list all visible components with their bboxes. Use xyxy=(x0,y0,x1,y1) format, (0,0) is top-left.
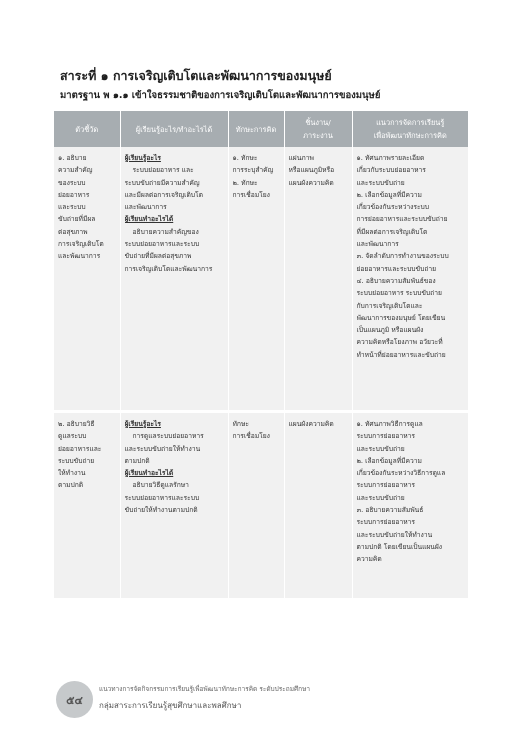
cell-line: ระบบการย่อยอาหาร xyxy=(356,432,415,441)
cell-line: ๒. อธิบายวิธี xyxy=(58,420,95,428)
thinking-cell xyxy=(228,147,284,412)
cell-line: ตามปกติ xyxy=(58,481,84,490)
cell-line: และพัฒนาการ xyxy=(58,252,101,261)
cell-line: ๑. ทัศนภาพวิธีการดูแล xyxy=(356,420,423,428)
cell-line: ย่อยอาหารและ xyxy=(58,444,102,453)
cell-line: และระบบขับถ่าย xyxy=(356,178,405,187)
curriculum-table xyxy=(54,111,468,598)
cell-line: และระบบขับถ่าย xyxy=(356,493,405,502)
cell-line: และพัฒนาการ xyxy=(356,240,399,249)
section-heading: ผู้เรียนทำอะไรได้ xyxy=(124,215,174,224)
cell-line: ๓. จัดลำดับการทำงานของระบบ xyxy=(356,252,449,261)
cell-line: แผนผังความคิด xyxy=(288,420,334,428)
page-title: สาระที่ ๑ การเจริญเติบโตและพัฒนาการของมนุษย์ xyxy=(60,68,332,83)
thinking-cell xyxy=(228,412,284,599)
table-header-row xyxy=(54,111,468,147)
header-work-line: ชิ้นงาน/ xyxy=(305,118,331,127)
table-row xyxy=(54,147,468,412)
cell-line: ๑. ทักษะ xyxy=(232,154,258,162)
cell-line: อธิบายวิธีดูแลรักษา xyxy=(132,481,189,490)
cell-line: และระบบขับถ่าย xyxy=(356,444,405,453)
header-work xyxy=(284,111,352,147)
cell-line: ย่อยอาหาร xyxy=(58,190,90,199)
cell-line: การเจริญเติบโต xyxy=(58,240,104,249)
cell-line: ตามปกติ xyxy=(124,456,150,465)
cell-line: และพัฒนาการ xyxy=(124,203,167,212)
header-guide-line: เพื่อพัฒนาทักษะการคิด xyxy=(373,131,447,140)
guide-cell xyxy=(352,147,468,412)
page-number-badge: ๕๔ xyxy=(56,681,93,718)
cell-line: เกี่ยวกับระบบย่อยอาหาร xyxy=(356,166,426,175)
cell-line: แผ่นภาพ xyxy=(288,154,314,162)
cell-line: ระบบการย่อยอาหาร xyxy=(356,518,415,527)
cell-line: ขับถ่ายที่มีผลต่อสุขภาพ xyxy=(124,252,192,261)
section-heading: ผู้เรียนรู้อะไร xyxy=(124,154,161,162)
cell-line: ระบบย่อยอาหาร ระบบขับถ่าย xyxy=(356,289,442,298)
cell-line: ๒. เลือกข้อมูลที่มีความ xyxy=(356,190,422,199)
cell-line: และระบบ xyxy=(58,203,86,212)
footer-subject: กลุ่มสาระการเรียนรู้สุขศึกษาและพลศึกษา xyxy=(99,701,242,710)
cell-line: ที่มีผลต่อการเจริญเติบโต xyxy=(356,227,428,236)
cell-line: ต่อสุขภาพ xyxy=(58,227,88,236)
cell-line: ระบบขับถ่ายมีความสำคัญ xyxy=(124,178,200,187)
header-indicator: ตัวชี้วัด xyxy=(54,111,120,147)
header-learner: ผู้เรียนรู้อะไร/ทำอะไรได้ xyxy=(120,111,228,147)
cell-line: ของระบบ xyxy=(58,178,86,187)
cell-line: ให้ทำงาน xyxy=(58,469,86,478)
cell-line: ๒. ทักษะ xyxy=(232,178,258,187)
cell-line: ระบบย่อยอาหารและระบบ xyxy=(124,240,200,249)
cell-line: ทำหน้าที่ย่อยอาหารและขับถ่าย xyxy=(356,350,446,359)
header-work-line: ภาระงาน xyxy=(303,131,333,140)
cell-line: และระบบขับถ่ายให้ทำงาน xyxy=(356,530,433,539)
cell-line: ระบบย่อยอาหาร และ xyxy=(132,166,194,175)
cell-line: ๑. ทัศนภาพรายละเอียด xyxy=(356,154,425,162)
cell-line: พัฒนาการของมนุษย์ โดยเขียน xyxy=(356,313,446,322)
guide-cell xyxy=(352,412,468,599)
cell-line: เกี่ยวข้องกันระหว่างวิธีการดูแล xyxy=(356,469,446,478)
cell-line: ดูแลระบบ xyxy=(58,432,87,441)
cell-line: ๔. อธิบายความสัมพันธ์ของ xyxy=(356,276,436,285)
cell-line: การดูแลระบบย่อยอาหาร xyxy=(132,432,204,441)
indicator-cell xyxy=(54,147,120,412)
learner-cell xyxy=(120,147,228,412)
footer-book-title: แนวทางการจัดกิจกรรมการเรียนรู้เพื่อพัฒนาทักษะการคิด ระดับประถมศึกษา xyxy=(99,685,310,693)
header-thinking: ทักษะการคิด xyxy=(228,111,284,147)
cell-line: การเชื่อมโยง xyxy=(232,432,270,441)
cell-line: ความคิด xyxy=(356,555,382,564)
standard-subtitle: มาตรฐาน พ ๑.๑ เข้าใจธรรมชาติของการเจริญเติบโตและพัฒนาการของมนุษย์ xyxy=(60,90,381,101)
cell-line: หรือแผนภูมิหรือ xyxy=(288,166,335,175)
header-guide xyxy=(352,111,468,147)
work-cell xyxy=(284,412,352,599)
cell-line: แผนผังความคิด xyxy=(288,178,334,187)
work-cell xyxy=(284,147,352,412)
cell-line: ระบบย่อยอาหารและระบบ xyxy=(124,493,200,502)
section-heading: ผู้เรียนรู้อะไร xyxy=(124,420,161,428)
cell-line: อธิบายความสำคัญของ xyxy=(132,227,199,236)
cell-line: เป็นแผนภูมิ หรือแผนผัง xyxy=(356,326,424,335)
cell-line: ขับถ่ายที่มีผล xyxy=(58,215,96,224)
cell-line: ๑. อธิบาย xyxy=(58,154,87,162)
table-row xyxy=(54,412,468,599)
cell-line: ความสำคัญ xyxy=(58,166,93,175)
cell-line: การเชื่อมโยง xyxy=(232,190,270,199)
cell-line: การเจริญเติบโตและพัฒนาการ xyxy=(124,264,213,273)
cell-line: เกี่ยวข้องกันระหว่างระบบ xyxy=(356,203,430,212)
cell-line: กับการเจริญเติบโตและ xyxy=(356,301,423,310)
cell-line: ๒. เลือกข้อมูลที่มีความ xyxy=(356,456,422,465)
indicator-cell xyxy=(54,412,120,599)
cell-line: และมีผลต่อการเจริญเติบโต xyxy=(124,190,203,199)
cell-line: ระบบการย่อยอาหาร xyxy=(356,481,415,490)
cell-line: ๓. อธิบายความสัมพันธ์ xyxy=(356,506,424,515)
cell-line: ระบบขับถ่าย xyxy=(58,456,95,465)
cell-line: ขับถ่ายให้ทำงานตามปกติ xyxy=(124,506,198,515)
learner-cell xyxy=(120,412,228,599)
cell-line: การย่อยอาหารและระบบขับถ่าย xyxy=(356,215,448,224)
cell-line: และระบบขับถ่ายให้ทำงาน xyxy=(124,444,201,453)
header-guide-line: แนวการจัดการเรียนรู้ xyxy=(376,118,445,127)
cell-line: ทักษะ xyxy=(232,420,249,428)
cell-line: การระบุสำคัญ xyxy=(232,166,274,175)
cell-line: ย่อยอาหารและระบบขับถ่าย xyxy=(356,264,437,273)
cell-line: ความคิดหรือโยงภาพ อวัยวะที่ xyxy=(356,338,443,347)
section-heading: ผู้เรียนทำอะไรได้ xyxy=(124,469,174,478)
cell-line: ตามปกติ โดยเขียนเป็นแผนผัง xyxy=(356,542,443,551)
